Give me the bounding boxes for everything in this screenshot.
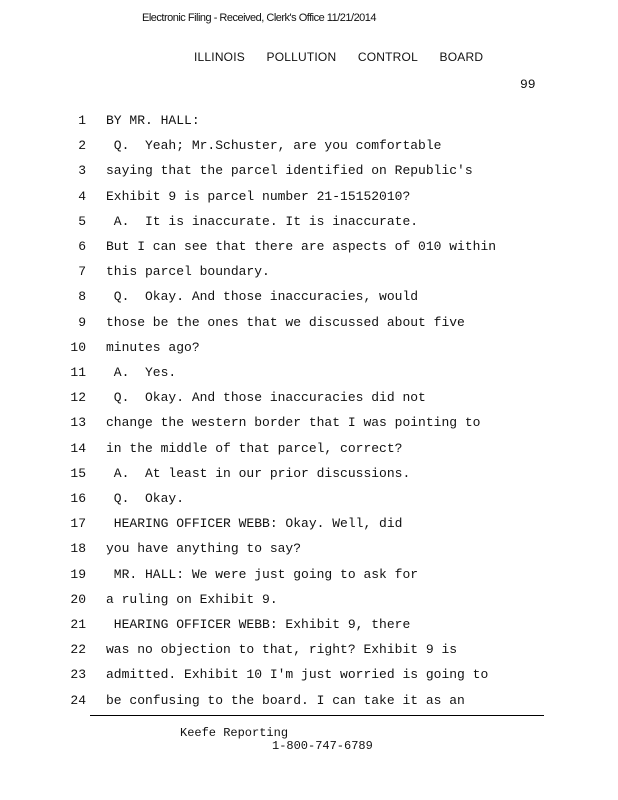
transcript-line (0, 541, 618, 566)
transcript-line (0, 340, 618, 365)
board-word: POLLUTION (266, 50, 337, 64)
line-text: A. At least in our prior discussions. (106, 465, 411, 481)
line-number: 19 (70, 566, 86, 582)
transcript-line (0, 289, 618, 314)
filing-stamp: Electronic Filing - Received, Clerk's Office 11/21/2014 (142, 12, 377, 24)
line-text: you have anything to say? (106, 541, 302, 557)
transcript-line (0, 642, 618, 667)
line-text: Q. Okay. And those inaccuracies, would (106, 289, 419, 305)
line-number: 13 (70, 415, 86, 431)
line-number: 1 (78, 113, 86, 128)
line-number: 18 (70, 541, 86, 557)
reporting-company: Keefe Reporting (180, 726, 289, 740)
board-word: ILLINOIS (194, 50, 245, 64)
transcript-line (0, 138, 618, 163)
footer-divider (90, 715, 544, 716)
transcript-line (0, 617, 618, 642)
line-number: 24 (70, 692, 86, 708)
line-text: was no objection to that, right? Exhibit 9 is (106, 642, 458, 658)
line-text: change the western border that I was pointing to (106, 415, 481, 431)
line-text: those be the ones that we discussed about five (106, 314, 465, 330)
line-number: 11 (70, 365, 86, 380)
line-text: saying that the parcel identified on Republic's (106, 163, 473, 179)
line-number: 22 (70, 642, 86, 658)
line-text: Q. Yeah; Mr.Schuster, are you comfortable (106, 138, 442, 154)
line-number: 21 (70, 617, 86, 632)
line-number: 5 (78, 213, 86, 229)
line-text: a ruling on Exhibit 9. (106, 591, 278, 607)
transcript-line (0, 239, 618, 264)
transcript-line (0, 667, 618, 692)
line-text: HEARING OFFICER WEBB: Exhibit 9, there (106, 617, 411, 632)
line-text: Exhibit 9 is parcel number 21-15152010? (106, 188, 411, 204)
line-number: 14 (70, 440, 86, 456)
transcript-line (0, 214, 618, 239)
line-number: 15 (70, 465, 86, 481)
reporting-phone: 1-800-747-6789 (272, 739, 373, 753)
transcript-line (0, 113, 618, 138)
line-text: be confusing to the board. I can take it as an (106, 692, 465, 708)
transcript-line (0, 365, 618, 390)
transcript-line (0, 491, 618, 516)
line-number: 12 (70, 390, 86, 406)
transcript-line (0, 163, 618, 188)
transcript-line (0, 415, 618, 440)
line-number: 4 (78, 188, 86, 204)
line-number: 17 (70, 516, 86, 532)
transcript-line (0, 466, 618, 491)
line-text: MR. HALL: We were just going to ask for (106, 566, 419, 582)
line-number: 2 (78, 138, 86, 154)
line-number: 20 (70, 591, 86, 607)
board-heading (194, 50, 501, 64)
line-text: A. It is inaccurate. It is inaccurate. (106, 213, 419, 229)
transcript-line (0, 390, 618, 415)
transcript-line (0, 441, 618, 466)
line-text: this parcel boundary. (106, 264, 270, 280)
line-number: 23 (70, 667, 86, 683)
line-text: minutes ago? (106, 339, 200, 355)
board-word: CONTROL (357, 50, 418, 64)
line-number: 6 (78, 239, 86, 254)
line-number: 9 (78, 314, 86, 330)
line-text: A. Yes. (106, 365, 177, 380)
transcript-line (0, 516, 618, 541)
line-text: admitted. Exhibit 10 I'm just worried is going to (106, 667, 489, 683)
line-number: 3 (78, 163, 86, 179)
line-number: 10 (70, 339, 86, 355)
page-number: 99 (520, 77, 536, 92)
line-number: 7 (78, 264, 86, 280)
transcript-line (0, 567, 618, 592)
transcript-line (0, 264, 618, 289)
transcript-line (0, 693, 618, 718)
board-word: BOARD (439, 50, 484, 64)
line-text: But I can see that there are aspects of 010 within (106, 239, 497, 254)
transcript-line (0, 315, 618, 340)
line-text: Q. Okay. (106, 491, 185, 506)
line-number: 8 (78, 289, 86, 305)
transcript-line (0, 189, 618, 214)
line-text: BY MR. HALL: (106, 113, 200, 128)
line-text: Q. Okay. And those inaccuracies did not (106, 390, 426, 406)
transcript-line (0, 592, 618, 617)
line-text: HEARING OFFICER WEBB: Okay. Well, did (106, 516, 403, 532)
line-text: in the middle of that parcel, correct? (106, 440, 403, 456)
line-number: 16 (70, 491, 86, 506)
